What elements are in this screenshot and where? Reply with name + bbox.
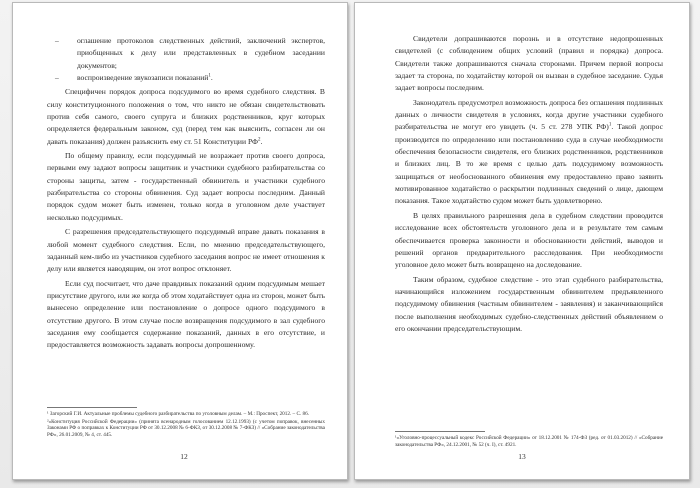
- paragraph: [47, 278, 325, 352]
- paragraph-text: По общему правилу, если подсудимый не возражает против своего допроса, первыми ему задают вопросы защитник и участники судебного разбирательства со стороны защиты, затем - государственный обвинитель и участники судебного разбирательства со стороны обвинения. Суд задает вопросы последним. Данный порядок судом может быть изменен, только когда в уголовном деле участвует несколько подсудимых.: [47, 151, 325, 222]
- bullet-dash: –: [55, 73, 59, 83]
- paragraph-text: Свидетели допрашиваются порознь и в отсутствие недопрошенных свидетелей (с соблюдением общих условий (правил и порядка) допроса. Свидетели также допрашиваются сначала сторонами. Причем первой вопросы задает та сторона, по ходатайству которой он вызван в судебное заседание. Судья задает вопросы последним.: [395, 34, 663, 93]
- footnote: ¹ Загорский Г.И. Актуальные проблемы судебного разбирательства по уголовным делам. – М.: Проспект, 2012. – С. 86.: [47, 411, 309, 417]
- footnotes: [395, 431, 663, 449]
- page-number: 12: [180, 452, 188, 461]
- list-item: [55, 72, 325, 84]
- footnote-ref[interactable]: 2: [258, 137, 261, 143]
- paragraph-text-cont: . Такой допрос производится по определению или постановлению суда в случае необходимости обеспечения безопасности свидетеля, его близких родственников, родственников и близких лиц. В то же время с целью дать подсудимому возможность защищаться от необоснованного обвинения ему предоставлено право заявить мотивированное ходатайство о раскрытии подлинных сведений о лице, дающем показания. Такое ходатайство судом может быть удовлетворено.: [395, 122, 663, 206]
- footnote-ref[interactable]: 1: [208, 73, 211, 79]
- paragraph: [395, 97, 663, 208]
- bullet-text: воспроизведение звукозаписи показаний: [77, 73, 209, 83]
- paragraph: [47, 86, 325, 148]
- bullet-text: оглашение протоколов следственных действий, заключений экспертов, приобщенных к делу или представленных в судебном заседании документов;: [77, 36, 325, 70]
- paragraph-text: С разрешения председательствующего подсудимый вправе давать показания в любой момент судебного следствия. Если, по мнению председательствующего, заданный кем-либо из участников судебного заседания вопрос не имеет отношения к делу или является наводящим, он этот вопрос отклоняет.: [47, 227, 325, 274]
- paragraph: [395, 33, 663, 95]
- page-number: 13: [518, 452, 526, 461]
- bullet-dash: –: [55, 36, 59, 45]
- paragraph: [395, 210, 663, 272]
- footnotes: [47, 407, 325, 439]
- bullet-list: [47, 35, 325, 84]
- footnote-separator: [47, 407, 137, 408]
- paragraph-text: Таким образом, судебное следствие - это этап судебного разбирательства, начинающийся изложением государственным обвинителем предъявленного подсудимому обвинения (частным обвинителем - заявления) и заканчивающийся после выполнения необходимых судебно-следственных действий объявлением о его окончании председательствующим.: [395, 274, 663, 333]
- paragraph-text: В целях правильного разрешения дела в судебном следствии проводится исследование всех обстоятельств уголовного дела и в результате тем самым обеспечивается проверка законности и обоснованности действий, выводов и решений органов предварительного расследования. При необходимости уголовное дело может быть возвращено на доследование.: [395, 210, 663, 270]
- footnote: ¹«Уголовно-процессуальный кодекс Российской Федерации» от 18.12.2001 № 174-ФЗ (ред. от 01.03.2012) // «Собрание законодательства РФ», 24.12.2001, № 52 (ч. I), ст. 4921.: [395, 435, 663, 448]
- punctuation: .: [260, 136, 263, 146]
- paragraph: [395, 274, 663, 336]
- list-item: [55, 35, 325, 72]
- footnote: ²«Конституция Российской Федерации» (принята всенародным голосованием 12.12.1993) (с учетом поправок, внесенных Законами РФ о поправках к Конституции РФ от 30.12.2008 № 6-ФКЗ, от 30.12.2008 № 7-ФКЗ) // «Собрание законодательства РФ», 26.01.2009, № 4, ст. 445.: [47, 418, 325, 438]
- paragraph: [47, 150, 325, 224]
- page-13: [354, 2, 690, 480]
- paragraph-text: Специфичен порядок допроса подсудимого во время судебного следствия. В силу конституционного положения о том, что никто не обязан свидетельствовать против себя самого, своего супруга и близких родственников, круг которых определяется федеральным законом, суд (перед тем как выяснить, согласен ли он давать показания) должен разъяснить ему ст. 51 Конституции РФ: [47, 87, 325, 146]
- paragraph-text: Законодатель предусмотрел возможность допроса без оглашения подлинных данных о личности свидетеля в условиях, когда другие участники судебного разбирательства не могут его увидеть (ч. 5 ст. 278 УПК РФ): [395, 97, 663, 132]
- footnote-ref[interactable]: 1: [608, 122, 612, 128]
- paragraph: [47, 226, 325, 275]
- footnote-separator: [395, 431, 485, 432]
- paragraph-text: Если суд посчитает, что даче правдивых показаний одним подсудимым мешает присутствие другого, или же когда об этом ходатайствует одна из сторон, может быть вынесено определение или постановление о допросе одного подсудимого в отсутствие другого. В этом случае после возвращения подсудимого в зал судебного заседания ему сообщается содержание показаний, данных в его отсутствие, и предоставляется возможность задавать вопросы допрошенному.: [47, 278, 325, 350]
- page-body: [47, 35, 325, 354]
- punctuation: .: [210, 73, 213, 83]
- page-body: [395, 33, 663, 337]
- page-12: [12, 2, 348, 480]
